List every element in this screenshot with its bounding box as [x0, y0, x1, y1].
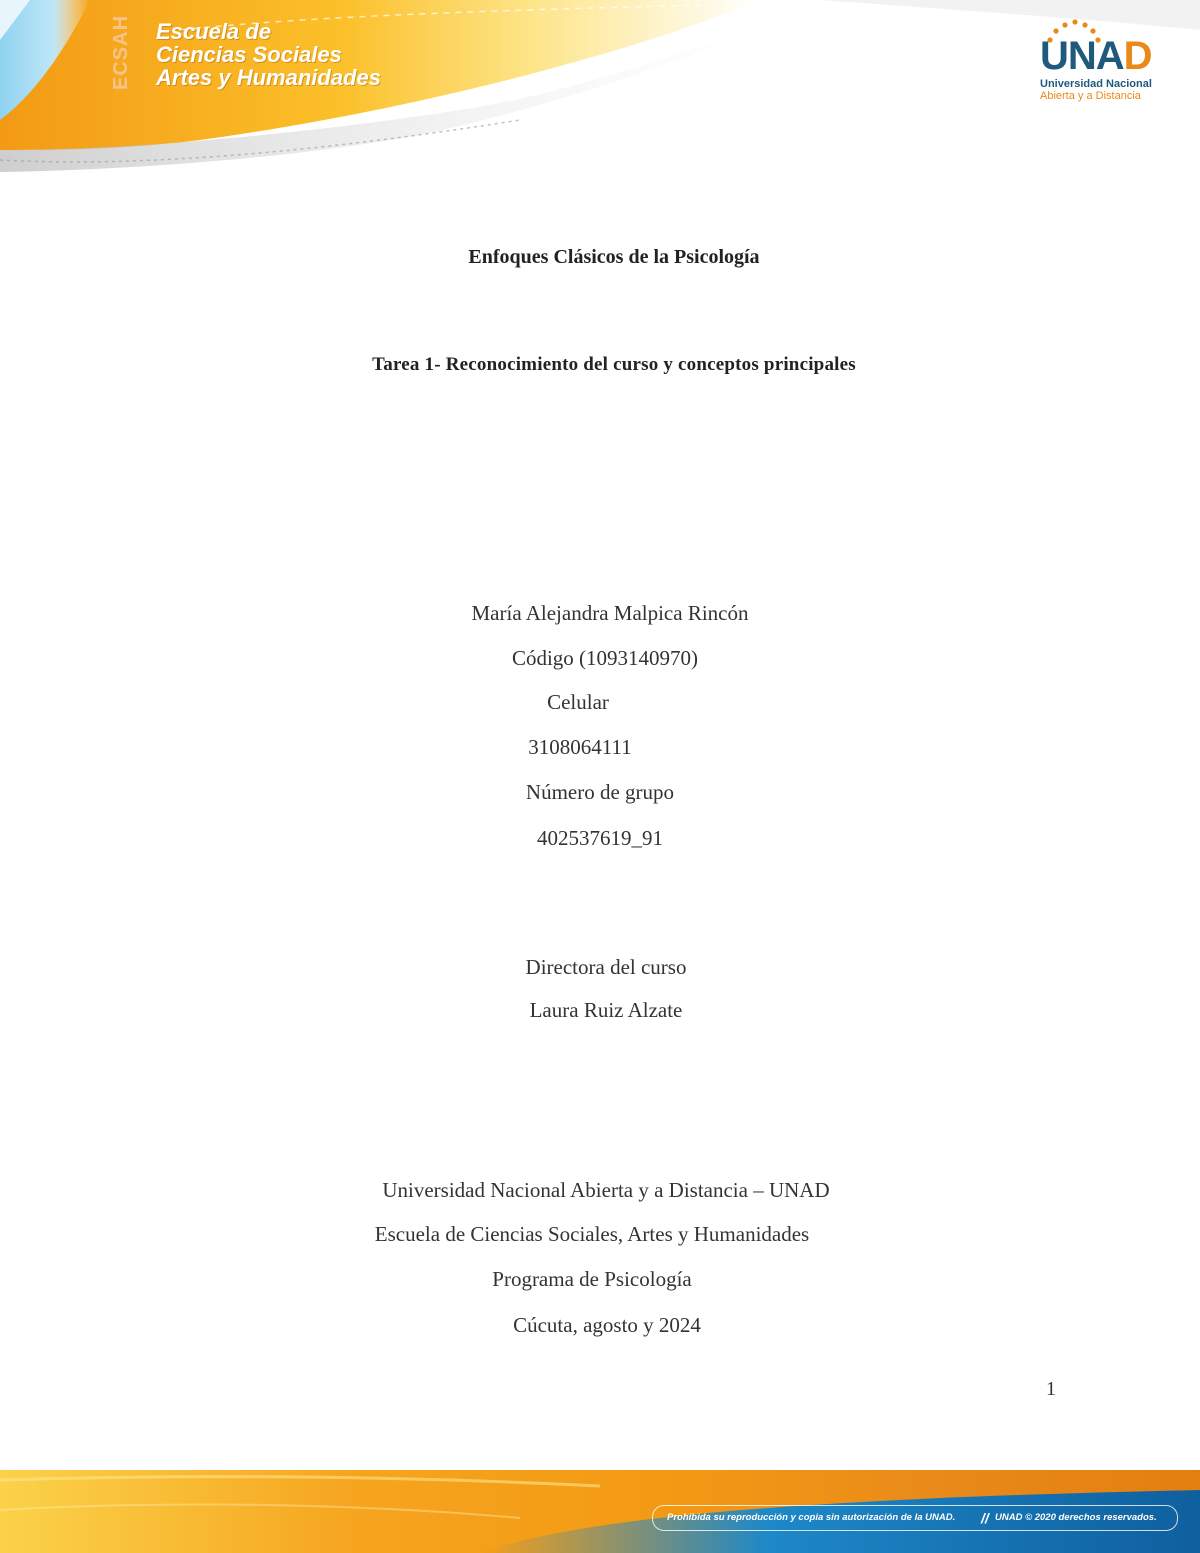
logo-subtitle-1: Universidad Nacional — [1040, 78, 1152, 90]
student-name: María Alejandra Malpica Rincón — [471, 601, 749, 625]
footer-separator: // — [981, 1510, 989, 1526]
document-title: Enfoques Clásicos de la Psicología — [468, 246, 760, 268]
director-name: Laura Ruiz Alzate — [529, 998, 683, 1022]
footer-copyright: UNAD © 2020 derechos reservados. — [995, 1512, 1157, 1523]
school-title — [156, 20, 381, 89]
phone-number: 3108064111 — [528, 735, 632, 759]
phone-label: Celular — [547, 690, 609, 714]
school-line-1: Escuela de — [156, 19, 271, 44]
program-name: Programa de Psicología — [492, 1267, 692, 1291]
ecsah-label: ECSAH — [110, 14, 132, 90]
unad-logo — [1030, 18, 1170, 104]
school-line-2: Ciencias Sociales — [156, 42, 342, 67]
group-label: Número de grupo — [525, 780, 675, 804]
director-label: Directora del curso — [525, 955, 687, 979]
university-name: Universidad Nacional Abierta y a Distancia – UNAD — [382, 1178, 830, 1202]
footer-notice-pill — [652, 1505, 1178, 1531]
group-number: 402537619_91 — [537, 826, 663, 850]
page-number: 1 — [1046, 1378, 1056, 1400]
footer-notice: Prohibida su reproducción y copia sin autorización de la UNAD. — [667, 1512, 956, 1523]
logo-subtitle-2: Abierta y a Distancia — [1040, 90, 1141, 102]
school-line-3: Artes y Humanidades — [156, 65, 381, 90]
place-date: Cúcuta, agosto y 2024 — [513, 1313, 701, 1337]
student-code: Código (1093140970) — [511, 646, 699, 670]
logo-wordmark: UNAD — [1040, 34, 1152, 78]
school-name: Escuela de Ciencias Sociales, Artes y Humanidades — [374, 1222, 810, 1246]
document-subtitle: Tarea 1- Reconocimiento del curso y conceptos principales — [372, 354, 856, 375]
